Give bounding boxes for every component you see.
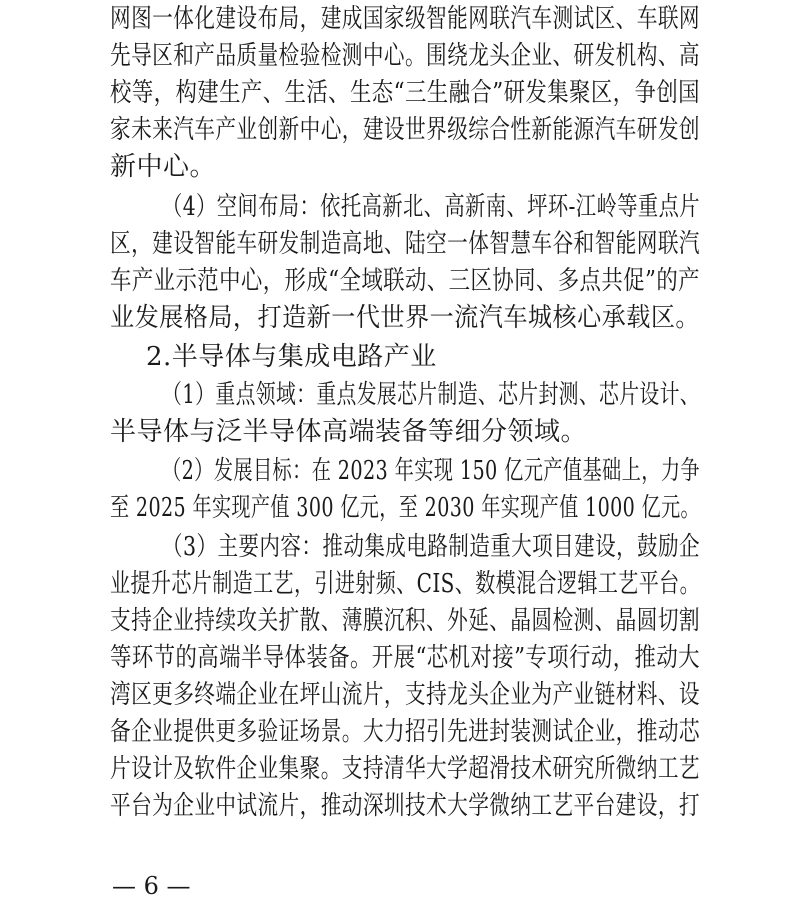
text-line: 校等，构建生产、生活、生态“三生融合”研发集聚区，争创国 [110,78,700,108]
text-line: 网图一体化建设布局，建成国家级智能网联汽车测试区、车联网 [110,4,700,34]
text-line: 至 2025 年实现产值 300 亿元，至 2030 年实现产值 1000 亿元。 [110,493,701,523]
text-line: （3）主要内容：推动集成电路制造重大项目建设，鼓励企 [162,532,700,562]
text-line: 新中心。 [110,152,217,182]
text-line: 车产业示范中心，形成“全域联动、三区协同、多点共促”的产 [110,266,700,296]
text-line: 等环节的高端半导体装备。开展“芯机对接”专项行动，推动大 [110,643,700,673]
text-line: 家未来汽车产业创新中心，建设世界级综合性新能源汽车研发创 [110,115,700,145]
page-number: — 6 — [112,872,191,900]
text-line: 半导体与泛半导体高端装备等细分领域。 [110,417,588,447]
text-line: 区，建设智能车研发制造高地、陆空一体智慧车谷和智能网联汽 [110,229,700,259]
text-line: 片设计及软件企业集聚。支持清华大学超滑技术研究所微纳工艺 [110,754,700,784]
text-line: （4）空间布局：依托高新北、高新南、坪环-江岭等重点片 [162,192,700,222]
text-line: （2）发展目标：在 2023 年实现 150 亿元产值基础上，力争 [162,456,700,486]
text-line: 先导区和产品质量检验检测中心。围绕龙头企业、研发机构、高 [110,41,700,71]
text-line: 湾区更多终端企业在坪山流片，支持龙头企业为产业链材料、设 [110,680,700,710]
text-line: 业发展格局，打造新一代世界一流汽车城核心承载区。 [110,303,701,333]
text-line: 备企业提供更多验证场景。大力招引先进封装测试企业，推动芯 [110,717,700,747]
text-line: （1）重点领域：重点发展芯片制造、芯片封测、芯片设计、 [162,380,701,410]
text-line: 平台为企业中试流片，推动深圳技术大学微纳工艺平台建设，打 [110,791,700,821]
text-line: 支持企业持续攻关扩散、薄膜沉积、外延、晶圆检测、晶圆切割 [110,606,700,636]
text-line: 业提升芯片制造工艺，引进射频、CIS、数模混合逻辑工艺平台。 [110,569,701,599]
section-heading: 2.半导体与集成电路产业 [146,342,437,372]
